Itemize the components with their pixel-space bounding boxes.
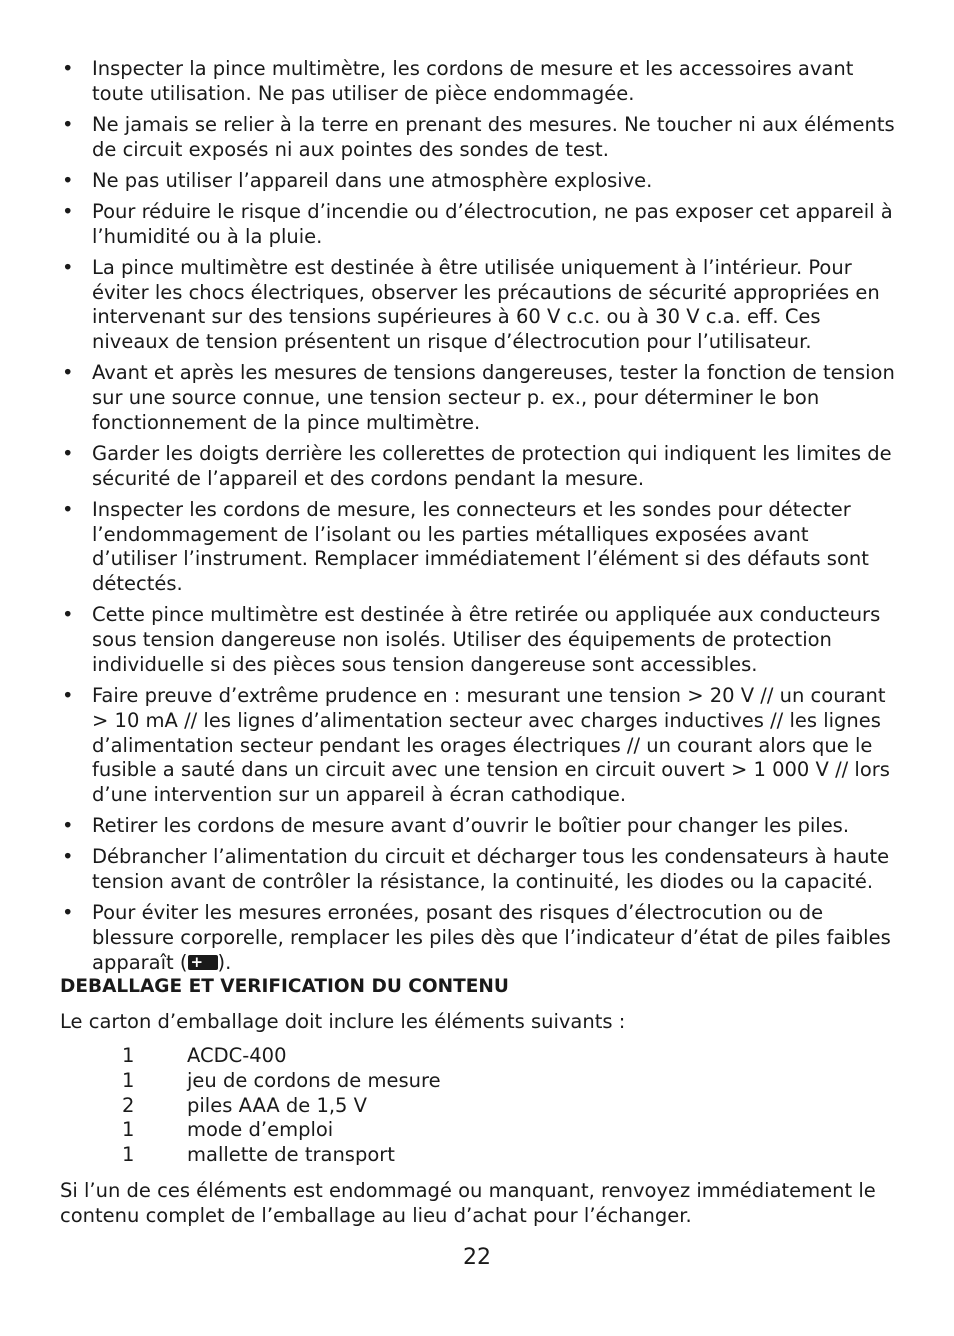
bullet-symbol: • (62, 901, 74, 925)
bullet-symbol: • (62, 255, 74, 279)
item-quantity: 1 (122, 1118, 135, 1142)
list-item (60, 684, 898, 808)
list-item (122, 1143, 441, 1168)
list-item (122, 1069, 441, 1094)
list-item (122, 1094, 441, 1119)
bullet-text: Inspecter la pince multimètre, les cordons de mesure et les accessoires avant toute utilisation. Ne pas utiliser de pièce endommagée. (92, 57, 854, 105)
bullet-symbol: • (62, 199, 74, 223)
list-item (60, 603, 898, 677)
item-quantity: 2 (122, 1093, 135, 1117)
item-label: piles AAA de 1,5 V (187, 1093, 367, 1117)
list-item (60, 845, 898, 895)
section-intro: Le carton d’emballage doit inclure les éléments suivants : (60, 1010, 626, 1033)
item-quantity: 1 (122, 1044, 135, 1067)
list-item (60, 200, 898, 250)
bullet-text: Ne pas utiliser l’appareil dans une atmosphère explosive. (92, 168, 653, 192)
bullet-text: Avant et après les mesures de tensions dangereuses, tester la fonction de tension sur une source connue, une tension secteur p. ex., pour déterminer le bon fonctionnement de la pince multimètre. (92, 361, 895, 434)
section-heading: DEBALLAGE ET VERIFICATION DU CONTENU (60, 976, 509, 997)
bullet-text: Ne jamais se relier à la terre en prenant des mesures. Ne toucher ni aux éléments de circuit exposés ni aux pointes des sondes de test. (92, 112, 895, 161)
bullet-symbol: • (62, 57, 74, 80)
list-item (122, 1118, 441, 1143)
list-item (122, 1044, 441, 1069)
bullet-symbol: • (62, 168, 74, 192)
safety-bullet-list (60, 57, 898, 982)
bullet-symbol: • (62, 441, 74, 465)
bullet-text: Pour réduire le risque d’incendie ou d’électrocution, ne pas exposer cet appareil à l’humidité ou à la pluie. (92, 199, 893, 248)
bullet-symbol: • (62, 603, 74, 627)
bullet-text-after-icon: ). (217, 950, 232, 974)
item-quantity: 1 (122, 1068, 135, 1092)
bullet-symbol: • (62, 497, 74, 521)
page-number: 22 (463, 1245, 491, 1270)
package-contents-list (122, 1044, 441, 1168)
bullet-symbol: • (62, 361, 74, 385)
list-item (60, 57, 898, 107)
bullet-symbol: • (62, 814, 74, 838)
bullet-text: Inspecter les cordons de mesure, les connecteurs et les sondes pour détecter l’endommagement de l’isolant ou les parties métalliques exposées avant d’utiliser l’instrument. Remplacer immédiatement l’élément si des défauts sont détectés. (92, 497, 869, 596)
list-item (60, 361, 898, 435)
bullet-text: Cette pince multimètre est destinée à être retirée ou appliquée aux conducteurs sous tension dangereuse non isolés. Utiliser des équipements de protection individuelle si des pièces sous tension dangereuse sont accessibles. (92, 603, 881, 676)
list-item (60, 169, 898, 194)
bullet-symbol: • (62, 112, 74, 136)
list-item (60, 901, 898, 975)
closing-paragraph: Si l’un de ces éléments est endommagé ou manquant, renvoyez immédiatement le contenu complet de l’emballage au lieu d’achat pour l’échanger. (60, 1179, 876, 1227)
bullet-text-before-icon: Pour éviter les mesures erronées, posant des risques d’électrocution ou de blessure corporelle, remplacer les piles dès que l’indicateur d’état de piles faibles apparaît ( (92, 901, 891, 974)
battery-plus-sign: + (190, 952, 204, 971)
bullet-text: Garder les doigts derrière les collerettes de protection qui indiquent les limites de sécurité de l’appareil et des cordons pendant la mesure. (92, 441, 892, 490)
list-item (60, 113, 898, 163)
list-item (60, 256, 898, 355)
list-item (60, 442, 898, 492)
list-item (60, 814, 898, 839)
bullet-text: Faire preuve d’extrême prudence en : mesurant une tension > 20 V // un courant > 10 mA // les lignes d’alimentation secteur avec charges inductives // les lignes d’alimentation secteur pendant les orages électriques // un courant alors que le fusible a sauté dans un circuit avec une tension en circuit ouvert > 1 000 V // lors d’une intervention sur un appareil à écran cathodique. (92, 684, 890, 807)
battery-low-icon (188, 952, 218, 971)
item-quantity: 1 (122, 1143, 135, 1167)
item-label: mode d’emploi (187, 1118, 334, 1142)
item-label: jeu de cordons de mesure (187, 1068, 441, 1092)
list-item (60, 498, 898, 597)
bullet-text: La pince multimètre est destinée à être utilisée uniquement à l’intérieur. Pour éviter les chocs électriques, observer les précautions de sécurité appropriées en intervenant sur des tensions supérieures à 60 V c.c. ou à 30 V c.a. eff. Ces niveaux de tension présentent un risque d’électrocution pour l’utilisateur. (92, 255, 880, 354)
bullet-symbol: • (62, 845, 74, 869)
item-label: mallette de transport (187, 1143, 395, 1167)
bullet-symbol: • (62, 684, 74, 707)
bullet-text: Débrancher l’alimentation du circuit et décharger tous les condensateurs à haute tension avant de contrôler la résistance, la continuité, les diodes ou la capacité. (92, 845, 890, 894)
bullet-text: Retirer les cordons de mesure avant d’ouvrir le boîtier pour changer les piles. (92, 814, 850, 838)
item-label: ACDC-400 (187, 1044, 287, 1067)
